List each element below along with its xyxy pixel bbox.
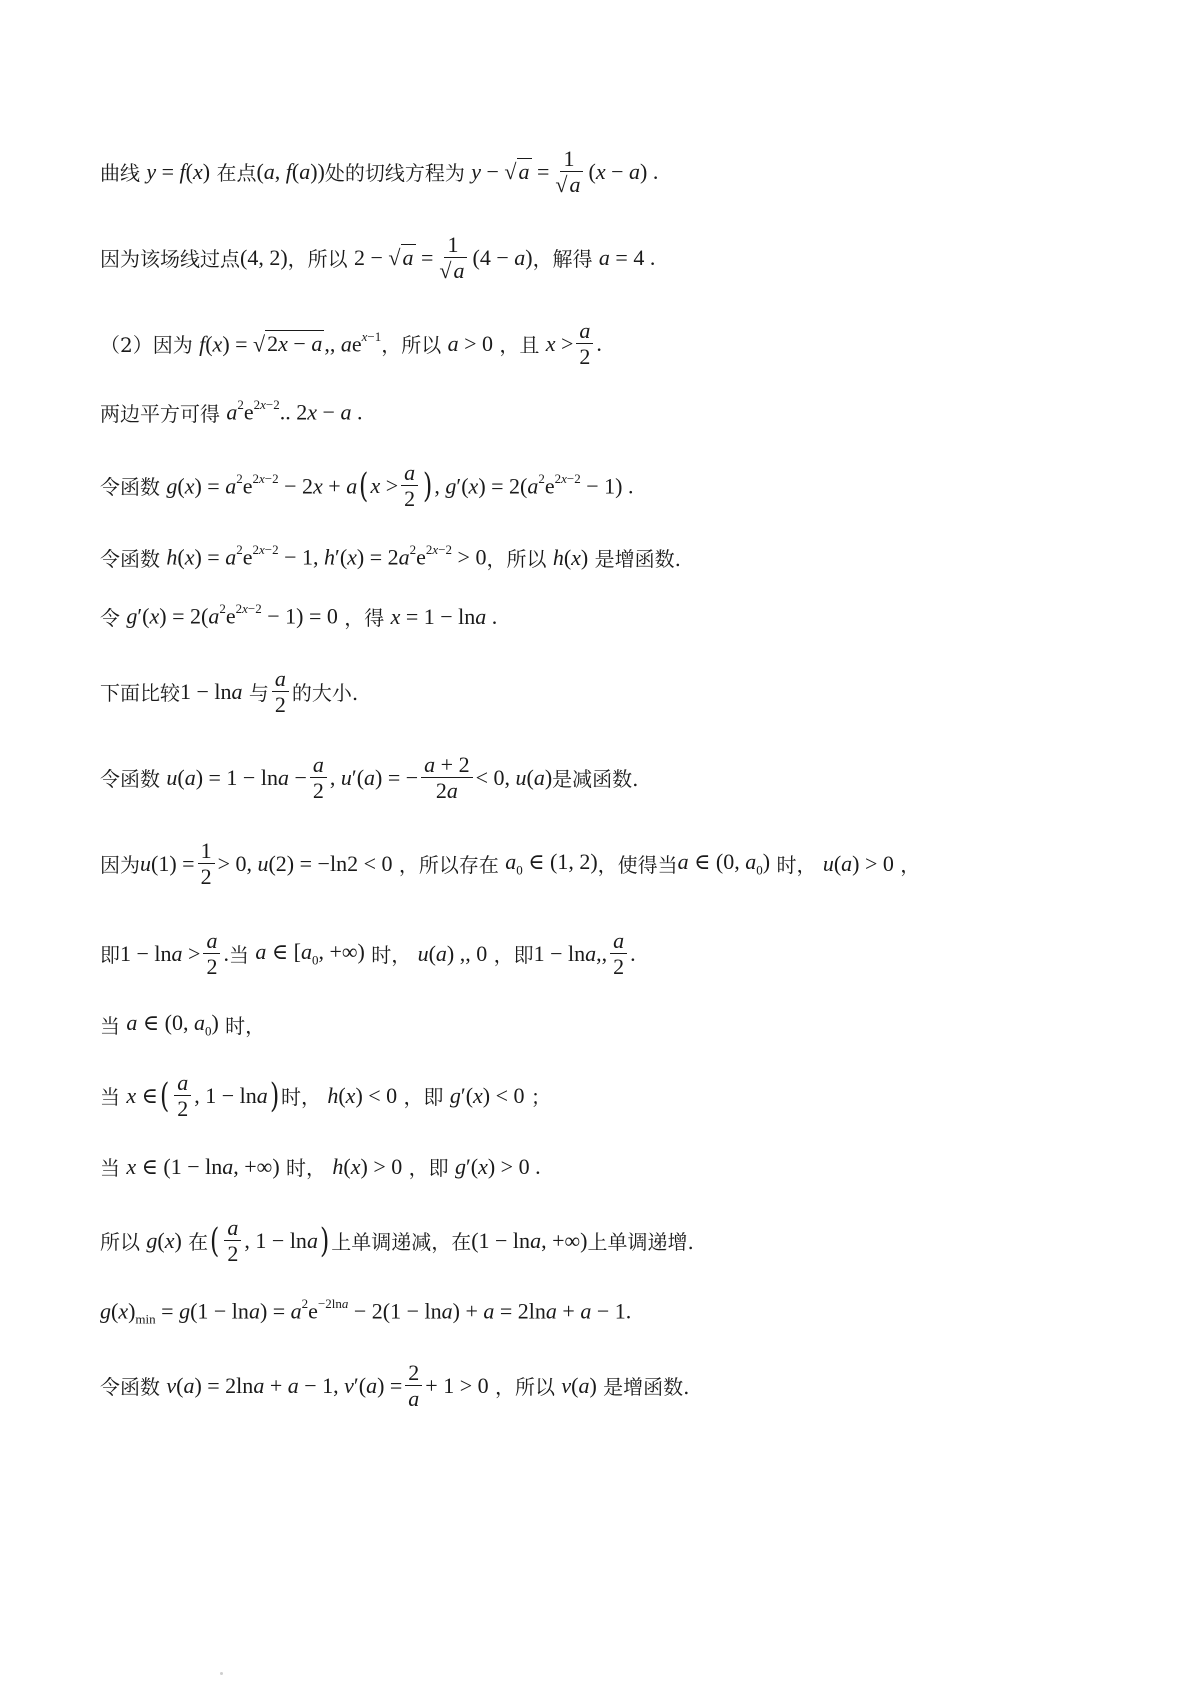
math-line-2: 因为该场线过点 (4, 2) ，所以 2 − √a = $\frac{1}{√a}$ (4 − a) ，解得 a = 4 . — [100, 232, 656, 284]
math-line-13: 当 x ∈ ( $\frac{a}{2}$ , 1 − lna ) 时， h(x) < 0 ，即 g′(x) < 0 ； — [100, 1070, 551, 1122]
math-line-3: （2）因为 f(x) = √2x − a,, $ae^{x-1}$ ，所以 a > 0 ，且 x > $\frac{a}{2}$ . — [100, 318, 602, 370]
math-line-11: 即 1 − lna > $\frac{a}{2}$ . 当 a ∈ [$a_0$, +∞) 时， u(a) ,, 0 ，即 1 − lna,, $\frac{a}{2}$ . — [100, 928, 636, 980]
math-line-14: 当 x ∈ (1 − lna, +∞) 时， h(x) > 0 ，即 g′(x) > 0 . — [100, 1153, 541, 1180]
math-line-16: $g(x)_{min} = g(1 - \ln a) = a^2e^{-2lna} - 2(1 - \ln a) + a = 2\ln a + a - 1$. — [100, 1296, 632, 1327]
math-line-8: 下面比较 1 − lna 与 $\frac{a}{2}$ 的大小. — [100, 666, 359, 718]
page-speck — [220, 1672, 223, 1675]
math-line-7: 令 $g'(x) = 2(a^2e^{2x-2} - 1) = 0$ ，得 x = 1 − lna . — [100, 601, 498, 630]
math-line-12: 当 a ∈ (0, $a_0$) 时， — [100, 1010, 266, 1039]
math-line-1: 曲线 y = f(x) 在点 (a, f(a)) 处的切线方程为 y − √a = $\frac{1}{√a}$ (x − a) . — [100, 146, 659, 198]
math-line-9: 令函数 u(a) = 1 − lna − $\frac{a}{2}$ , u′(a) = − $\frac{a + 2}{2a}$ < 0, u(a) 是减函数. — [100, 752, 639, 804]
math-line-6: 令函数 $h(x) = a^2e^{2x-2} - 1$, $h'(x) = 2a^2e^{2x-2} > 0$ ，所以 h(x) 是增函数. — [100, 542, 681, 571]
math-line-17: 令函数 v(a) = 2lna + a − 1, v′(a) = $\frac{2}{a}$ + 1 > 0 ，所以 v(a) 是增函数. — [100, 1360, 690, 1412]
math-line-15: 所以 g(x) 在 ( $\frac{a}{2}$ , 1 − lna ) 上单调递减，在 (1 − lna, +∞) 上单调递增. — [100, 1215, 694, 1267]
math-line-4: 两边平方可得 $a^2e^{2x-2}$.. 2x − a . — [100, 397, 363, 426]
math-line-10: 因为 u(1) = $\frac{1}{2}$ > 0, u(2) = −ln2 < 0 ，所以存在 $a_0$ ∈ (1, 2) ，使得当 a ∈ (0, $a_0$) 时， u(a) > 0 ， — [100, 838, 921, 890]
math-line-5: 令函数 $g(x) = a^2e^{2x-2} - 2x + a$ ( x > $\frac{a}{2}$ ) , $g'(x) = 2(a^2e^{2x-2} - 1)$ . — [100, 460, 634, 512]
